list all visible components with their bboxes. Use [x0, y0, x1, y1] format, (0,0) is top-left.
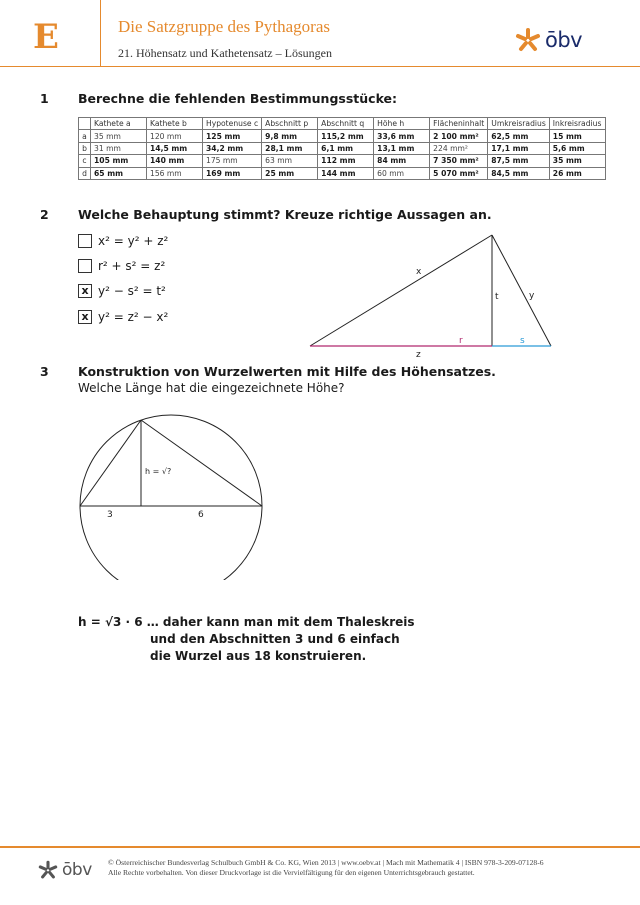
table-header-cell: Abschnitt p: [262, 118, 318, 130]
task-3-number: 3: [40, 364, 49, 379]
table-header-cell: Abschnitt q: [318, 118, 374, 130]
table-header-row: [79, 118, 606, 130]
copyright-line: © Österreichischer Bundesverlag Schulbuch GmbH & Co. KG, Wien 2013 | www.oebv.at | Mach mit Mathematik 4 | ISBN 978-3-209-07128-6: [108, 858, 544, 867]
right-triangle-figure: [300, 228, 560, 364]
table-cell: 169 mm: [203, 167, 262, 179]
table-cell: 13,1 mm: [374, 142, 430, 154]
label-r: r: [459, 336, 463, 346]
table-header-cell: Hypotenuse c: [203, 118, 262, 130]
table-cell: 5,6 mm: [549, 142, 605, 154]
table-cell: 60 mm: [374, 167, 430, 179]
side-x: [310, 235, 492, 346]
table-cell: 175 mm: [203, 155, 262, 167]
label-z: z: [416, 350, 421, 360]
label-q: 6: [198, 510, 204, 520]
table-cell: 6,1 mm: [318, 142, 374, 154]
footer-divider: [0, 846, 640, 848]
table-cell: 115,2 mm: [318, 130, 374, 142]
table-cell: 105 mm: [91, 155, 147, 167]
table-header-cell: Umkreisradius: [488, 118, 550, 130]
table-header-cell: Inkreisradius: [549, 118, 605, 130]
option-text: y² = z² − x²: [98, 309, 169, 324]
table-cell: 84 mm: [374, 155, 430, 167]
option-text: y² − s² = t²: [98, 283, 166, 298]
page-title: Die Satzgruppe des Pythagoras: [118, 17, 330, 36]
table-cell: 156 mm: [147, 167, 203, 179]
row-label: d: [79, 167, 91, 179]
table-cell: 7 350 mm²: [430, 155, 488, 167]
label-x: x: [416, 267, 422, 277]
label-t: t: [495, 292, 499, 302]
option-1[interactable]: [78, 233, 168, 248]
table-cell: 2 100 mm²: [430, 130, 488, 142]
oebv-star-icon: [515, 27, 541, 53]
table-cell: 15 mm: [549, 130, 605, 142]
table-cell: 144 mm: [318, 167, 374, 179]
label-s: s: [520, 336, 525, 346]
thales-circle: [80, 415, 262, 580]
label-h: h = √?: [145, 467, 172, 476]
table-cell: 125 mm: [203, 130, 262, 142]
table-cell: 5 070 mm²: [430, 167, 488, 179]
table-header-cell: Flächeninhalt: [430, 118, 488, 130]
oebv-star-icon: [38, 860, 58, 880]
chapter-letter: E: [33, 17, 59, 57]
oebv-logo: [515, 27, 582, 53]
page-header: [0, 0, 640, 67]
option-text: r² + s² = z²: [98, 258, 166, 273]
answer-line-2: und den Abschnitten 3 und 6 einfach: [150, 632, 400, 646]
thales-circle-figure: [70, 410, 270, 580]
table-row: [79, 167, 606, 179]
rights-line: Alle Rechte vorbehalten. Von dieser Druckvorlage ist die Vervielfältigung für den eigenen Unterrichtsgebrauch gestattet.: [108, 868, 475, 877]
table-cell: 34,2 mm: [203, 142, 262, 154]
task-1-title: Berechne die fehlenden Bestimmungsstücke:: [78, 91, 398, 106]
leg-left: [80, 420, 141, 506]
table-cell: 87,5 mm: [488, 155, 550, 167]
table-cell: 14,5 mm: [147, 142, 203, 154]
answer-line-3: die Wurzel aus 18 konstruieren.: [150, 649, 367, 663]
option-2[interactable]: [78, 258, 165, 273]
solution-table: [78, 117, 606, 180]
table-cell: 26 mm: [549, 167, 605, 179]
table-header-cell: Höhe h: [374, 118, 430, 130]
label-y: y: [529, 291, 535, 301]
table-cell: 31 mm: [91, 142, 147, 154]
table-cell: 112 mm: [318, 155, 374, 167]
table-cell: 63 mm: [262, 155, 318, 167]
table-cell: 84,5 mm: [488, 167, 550, 179]
option-text: x² = y² + z²: [98, 233, 169, 248]
table-header-cell: Kathete a: [91, 118, 147, 130]
table-header-cell: [79, 118, 91, 130]
row-label: b: [79, 142, 91, 154]
task-3-subtitle: Welche Länge hat die eingezeichnete Höhe?: [78, 381, 345, 395]
table-cell: 9,8 mm: [262, 130, 318, 142]
task-2-number: 2: [40, 207, 49, 222]
table-cell: 224 mm²: [430, 142, 488, 154]
leg-right: [141, 420, 262, 506]
table-cell: 120 mm: [147, 130, 203, 142]
footer-text: [108, 858, 544, 878]
table-cell: 33,6 mm: [374, 130, 430, 142]
logo-text: ōbv: [545, 28, 583, 52]
checkbox[interactable]: [78, 259, 92, 273]
table-row: [79, 142, 606, 154]
page-subtitle: 21. Höhensatz und Kathetensatz – Lösungen: [118, 46, 332, 60]
table-row: [79, 130, 606, 142]
row-label: c: [79, 155, 91, 167]
label-p: 3: [107, 510, 113, 520]
checkbox[interactable]: [78, 234, 92, 248]
table-header-cell: Kathete b: [147, 118, 203, 130]
task-3-title: Konstruktion von Wurzelwerten mit Hilfe des Höhensatzes.: [78, 364, 496, 379]
table-cell: 62,5 mm: [488, 130, 550, 142]
footer-logo: [38, 860, 92, 880]
table-cell: 28,1 mm: [262, 142, 318, 154]
answer-line-1: h = √3 · 6 … daher kann man mit dem Thaleskreis: [78, 615, 415, 629]
checkbox[interactable]: x: [78, 310, 92, 324]
option-4[interactable]: [78, 309, 168, 324]
side-y: [492, 235, 551, 346]
task-1-number: 1: [40, 91, 49, 106]
header-divider: [100, 0, 101, 67]
logo-text: ōbv: [62, 860, 92, 880]
table-cell: 17,1 mm: [488, 142, 550, 154]
option-3[interactable]: [78, 283, 166, 298]
row-label: a: [79, 130, 91, 142]
table-cell: 35 mm: [549, 155, 605, 167]
checkbox[interactable]: x: [78, 284, 92, 298]
table-cell: 25 mm: [262, 167, 318, 179]
task-2-title: Welche Behauptung stimmt? Kreuze richtige Aussagen an.: [78, 207, 492, 222]
table-cell: 65 mm: [91, 167, 147, 179]
table-cell: 35 mm: [91, 130, 147, 142]
table-row: [79, 155, 606, 167]
table-cell: 140 mm: [147, 155, 203, 167]
